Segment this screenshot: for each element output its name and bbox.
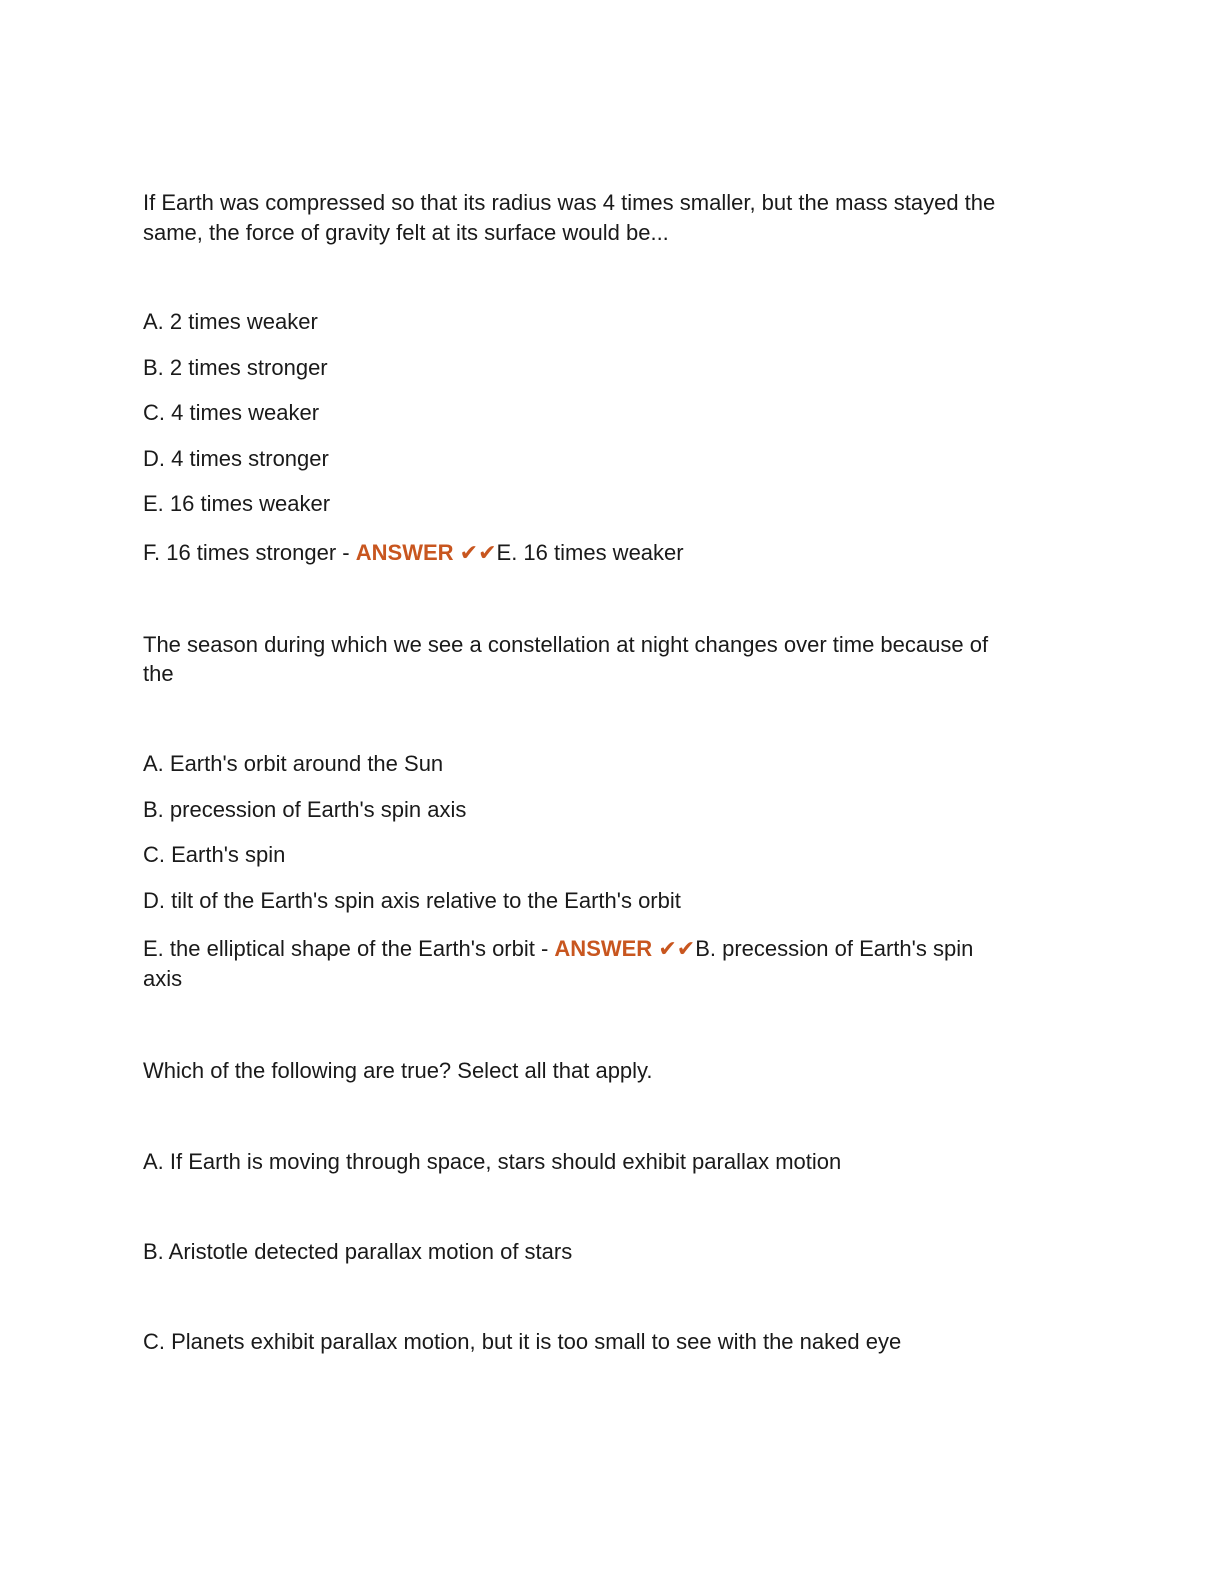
q2-option-c: C. Earth's spin: [143, 842, 286, 867]
q2-option-a: A. Earth's orbit around the Sun: [143, 751, 444, 776]
q1-option-f: F. 16 times stronger -: [143, 540, 356, 565]
q3-option-a: A. If Earth is moving through space, stars should exhibit parallax motion: [143, 1149, 842, 1174]
q1-option-d: D. 4 times stronger: [143, 446, 329, 471]
q3-option-c: C. Planets exhibit parallax motion, but it is too small to see with the naked eye: [143, 1329, 902, 1354]
q2-stem-line1: The season during which we see a constellation at night changes over time because of: [143, 632, 989, 657]
q1-option-f-with-answer: [143, 538, 1083, 568]
q2-stem-line2: the: [143, 661, 174, 686]
q1-answer-label: ANSWER: [355, 540, 454, 565]
q2-answer-text-line2: axis: [143, 966, 183, 991]
q1-stem-line2: same, the force of gravity felt at its surface would be...: [143, 220, 669, 245]
q3-stem: Which of the following are true? Select all that apply.: [143, 1058, 653, 1083]
q1-option-c: C. 4 times weaker: [143, 400, 320, 425]
q1-option-a: A. 2 times weaker: [143, 309, 318, 334]
q2-option-e-with-answer: [143, 934, 1083, 964]
q2-option-b: B. precession of Earth's spin axis: [143, 797, 467, 822]
q2-option-d: D. tilt of the Earth's spin axis relative to the Earth's orbit: [143, 888, 681, 913]
q1-option-e: E. 16 times weaker: [143, 491, 331, 516]
q2-option-e: E. the elliptical shape of the Earth's orbit -: [143, 936, 555, 961]
check-icon: ✔✔: [658, 936, 696, 961]
q2-answer-label: ANSWER: [554, 936, 653, 961]
q3-option-b: B. Aristotle detected parallax motion of stars: [143, 1239, 573, 1264]
q1-option-b: B. 2 times stronger: [143, 355, 328, 380]
q2-answer-text-line1: B. precession of Earth's spin: [695, 936, 974, 961]
q1-answer-text: E. 16 times weaker: [496, 540, 684, 565]
check-icon: ✔✔: [459, 540, 497, 565]
q1-stem-line1: If Earth was compressed so that its radius was 4 times smaller, but the mass stayed the: [143, 190, 996, 215]
